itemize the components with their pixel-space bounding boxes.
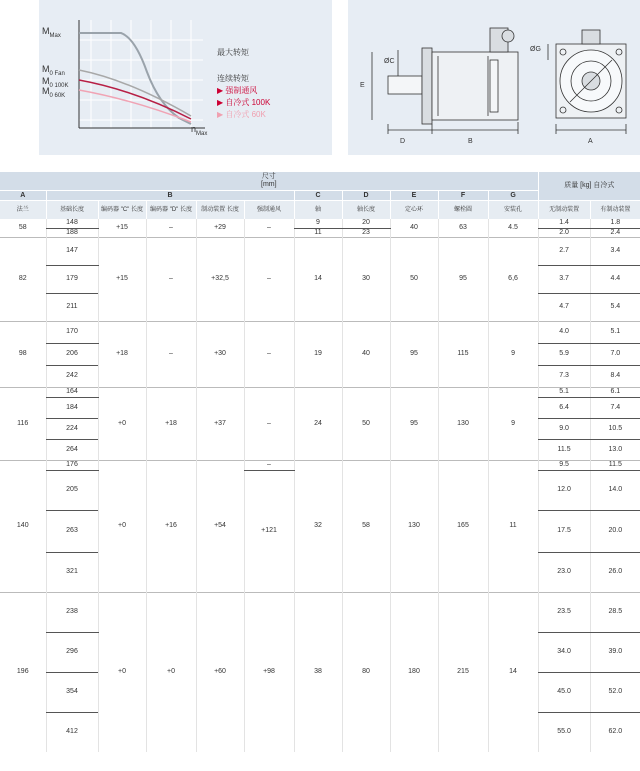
cell-mounting-hole: 4.5: [488, 219, 538, 237]
cell-base-length: 211: [46, 293, 98, 321]
legend-item-100k: ▶ 自冷式 100K: [217, 98, 271, 107]
cell-mounting-hole: 14: [488, 592, 538, 752]
cell-shaft: 14: [294, 237, 342, 321]
cell-encoder-c: +18: [98, 321, 146, 387]
cell-base-length: 188: [46, 228, 98, 237]
cell-bolt-circle: 130: [438, 387, 488, 460]
cell-brake: +32,5: [196, 237, 244, 321]
cell-weight-brake: 10.5: [590, 418, 640, 439]
cell-weight-brake: 2.4: [590, 228, 640, 237]
cell-base-length: 296: [46, 632, 98, 672]
column-header: 无制动装置: [538, 201, 590, 220]
cell-flange: 98: [0, 321, 46, 387]
group-header-d: D: [342, 191, 390, 201]
cell-bolt-circle: 95: [438, 237, 488, 321]
dim-label-c: ØC: [384, 58, 395, 65]
cell-weight-brake: 5.1: [590, 321, 640, 343]
cell-weight-brake: 4.4: [590, 265, 640, 293]
cell-bolt-circle: 115: [438, 321, 488, 387]
group-header-c: C: [294, 191, 342, 201]
cell-base-length: 412: [46, 712, 98, 752]
cell-shaft: 9: [294, 219, 342, 228]
cell-weight-brake: 3.4: [590, 237, 640, 265]
cell-fan: –: [244, 321, 294, 387]
continuous-torque-label: 连续转矩: [217, 74, 249, 83]
cell-fan: –: [244, 219, 294, 237]
cell-mounting-hole: 9: [488, 321, 538, 387]
group-header-b: B: [46, 191, 294, 201]
column-header: 强制通风: [244, 201, 294, 220]
cell-base-length: 147: [46, 237, 98, 265]
cell-weight-no-brake: 23.5: [538, 592, 590, 632]
cell-weight-no-brake: 7.3: [538, 365, 590, 387]
cell-weight-no-brake: 3.7: [538, 265, 590, 293]
cell-weight-no-brake: 9.5: [538, 460, 590, 470]
cell-base-length: 170: [46, 321, 98, 343]
motor-drawing-icon: [348, 0, 640, 155]
cell-weight-no-brake: 17.5: [538, 510, 590, 552]
table-row: [0, 460, 640, 470]
dim-label-e: E: [360, 82, 365, 89]
dimension-table-body: [0, 219, 640, 752]
cell-weight-no-brake: 34.0: [538, 632, 590, 672]
cell-shaft: 24: [294, 387, 342, 460]
dimension-table: [0, 172, 640, 752]
cell-shaft: 19: [294, 321, 342, 387]
cell-base-length: 176: [46, 460, 98, 470]
cell-centering: 40: [390, 219, 438, 237]
cell-mounting-hole: 6,6: [488, 237, 538, 321]
cell-weight-brake: 28.5: [590, 592, 640, 632]
cell-weight-no-brake: 12.0: [538, 470, 590, 510]
cell-flange: 196: [0, 592, 46, 752]
cell-encoder-d: +0: [146, 592, 196, 752]
cell-fan: +98: [244, 592, 294, 752]
cell-base-length: 321: [46, 552, 98, 592]
cell-weight-no-brake: 2.0: [538, 228, 590, 237]
cell-shaft-length: 20: [342, 219, 390, 228]
cell-centering: 95: [390, 321, 438, 387]
column-header: 编码器 "D" 长度: [146, 201, 196, 220]
dim-label-b: B: [468, 138, 473, 145]
cell-shaft-length: 23: [342, 228, 390, 237]
cell-shaft-length: 50: [342, 387, 390, 460]
cell-weight-brake: 13.0: [590, 439, 640, 460]
triangle-icon: ▶: [217, 98, 224, 107]
column-header: 定心环: [390, 201, 438, 220]
label-m0-fan: $M_{0 Fan}$: [42, 64, 65, 77]
cell-shaft-length: 80: [342, 592, 390, 752]
triangle-icon: ▶: [217, 86, 224, 95]
cell-encoder-d: –: [146, 219, 196, 237]
dim-label-d: D: [400, 138, 406, 145]
cell-encoder-d: –: [146, 321, 196, 387]
column-header: 编码器 "C" 长度: [98, 201, 146, 220]
cell-encoder-d: +16: [146, 460, 196, 592]
cell-encoder-c: +0: [98, 460, 146, 592]
column-header: 基础长度: [46, 201, 98, 220]
dimension-header: 尺寸 [mm]: [0, 172, 538, 191]
cell-weight-no-brake: 5.1: [538, 387, 590, 397]
cell-weight-brake: 11.5: [590, 460, 640, 470]
table-row: [0, 592, 640, 632]
column-header: 安装孔: [488, 201, 538, 220]
cell-base-length: 238: [46, 592, 98, 632]
cell-base-length: 148: [46, 219, 98, 228]
column-header: 有制动装置: [590, 201, 640, 220]
cell-weight-brake: 7.0: [590, 343, 640, 365]
cell-weight-no-brake: 23.0: [538, 552, 590, 592]
cell-shaft-length: 30: [342, 237, 390, 321]
cell-weight-brake: 6.1: [590, 387, 640, 397]
table-row: [0, 237, 640, 265]
dim-label-a: A: [588, 138, 593, 145]
cell-centering: 95: [390, 387, 438, 460]
group-header-e: E: [390, 191, 438, 201]
table-row: [0, 387, 640, 397]
cell-brake: +37: [196, 387, 244, 460]
cell-weight-brake: 8.4: [590, 365, 640, 387]
table-row: [0, 321, 640, 343]
cell-weight-brake: 1.8: [590, 219, 640, 228]
cell-encoder-d: –: [146, 237, 196, 321]
cell-encoder-c: +15: [98, 237, 146, 321]
cell-weight-no-brake: 55.0: [538, 712, 590, 752]
column-header: 螺栓圆: [438, 201, 488, 220]
cell-mounting-hole: 11: [488, 460, 538, 592]
cell-bolt-circle: 215: [438, 592, 488, 752]
cell-weight-brake: 14.0: [590, 470, 640, 510]
cell-brake: +29: [196, 219, 244, 237]
cell-weight-no-brake: 6.4: [538, 397, 590, 418]
cell-base-length: 164: [46, 387, 98, 397]
column-header: 轴: [294, 201, 342, 220]
torque-curve-panel: [39, 0, 332, 155]
group-header-a: A: [0, 191, 46, 201]
cell-shaft: 38: [294, 592, 342, 752]
max-torque-label: 最大转矩: [217, 48, 249, 57]
cell-shaft-length: 58: [342, 460, 390, 592]
legend-item-fan: ▶ 强制通风: [217, 86, 258, 95]
column-header: 轴长度: [342, 201, 390, 220]
column-header: 制动装置 长度: [196, 201, 244, 220]
cell-weight-no-brake: 1.4: [538, 219, 590, 228]
cell-fan: –: [244, 387, 294, 460]
cell-brake: +60: [196, 592, 244, 752]
cell-base-length: 184: [46, 397, 98, 418]
cell-base-length: 205: [46, 470, 98, 510]
torque-curve-chart: [39, 0, 332, 155]
group-header-g: G: [488, 191, 538, 201]
cell-flange: 82: [0, 237, 46, 321]
triangle-icon: ▶: [217, 110, 224, 119]
dimension-drawing-panel: [348, 0, 640, 155]
cell-encoder-c: +0: [98, 592, 146, 752]
dim-label-g: ØG: [530, 46, 541, 53]
label-m-max: $M_{Max}$: [42, 26, 61, 39]
cell-weight-brake: 7.4: [590, 397, 640, 418]
cell-shaft-length: 40: [342, 321, 390, 387]
cell-weight-no-brake: 45.0: [538, 672, 590, 712]
cell-weight-brake: 20.0: [590, 510, 640, 552]
cell-base-length: 242: [46, 365, 98, 387]
cell-weight-no-brake: 4.0: [538, 321, 590, 343]
cell-encoder-c: +15: [98, 219, 146, 237]
cell-weight-brake: 26.0: [590, 552, 640, 592]
cell-fan: +121: [244, 470, 294, 592]
label-m0-60k: $M_{0 60K}$: [42, 86, 66, 99]
label-m0-100k: $M_{0 100K}$: [42, 76, 69, 89]
cell-mounting-hole: 9: [488, 387, 538, 460]
cell-centering: 180: [390, 592, 438, 752]
column-header: 法兰: [0, 201, 46, 220]
cell-weight-brake: 62.0: [590, 712, 640, 752]
cell-weight-no-brake: 2.7: [538, 237, 590, 265]
cell-base-length: 354: [46, 672, 98, 712]
cell-flange: 116: [0, 387, 46, 460]
cell-flange: 140: [0, 460, 46, 592]
table-row: [0, 228, 640, 237]
cell-base-length: 224: [46, 418, 98, 439]
cell-centering: 50: [390, 237, 438, 321]
cell-fan: –: [244, 237, 294, 321]
cell-bolt-circle: 165: [438, 460, 488, 592]
cell-encoder-d: +18: [146, 387, 196, 460]
cell-centering: 130: [390, 460, 438, 592]
cell-weight-no-brake: 4.7: [538, 293, 590, 321]
weight-header: 质量 [kg] 自冷式: [538, 172, 640, 201]
table-row: [0, 219, 640, 228]
cell-brake: +30: [196, 321, 244, 387]
cell-base-length: 179: [46, 265, 98, 293]
cell-base-length: 264: [46, 439, 98, 460]
cell-weight-no-brake: 5.9: [538, 343, 590, 365]
cell-base-length: 206: [46, 343, 98, 365]
cell-weight-brake: 52.0: [590, 672, 640, 712]
cell-fan: –: [244, 460, 294, 470]
cell-encoder-c: +0: [98, 387, 146, 460]
cell-shaft: 11: [294, 228, 342, 237]
cell-bolt-circle: 63: [438, 219, 488, 237]
cell-base-length: 263: [46, 510, 98, 552]
cell-shaft: 32: [294, 460, 342, 592]
label-n-max: $n_{Max}$: [191, 124, 208, 137]
legend-item-60k: ▶ 自冷式 60K: [217, 110, 266, 119]
cell-weight-no-brake: 11.5: [538, 439, 590, 460]
cell-weight-brake: 39.0: [590, 632, 640, 672]
cell-flange: 58: [18, 223, 27, 231]
group-header-f: F: [438, 191, 488, 201]
cell-weight-no-brake: 9.0: [538, 418, 590, 439]
cell-brake: +54: [196, 460, 244, 592]
cell-weight-brake: 5.4: [590, 293, 640, 321]
